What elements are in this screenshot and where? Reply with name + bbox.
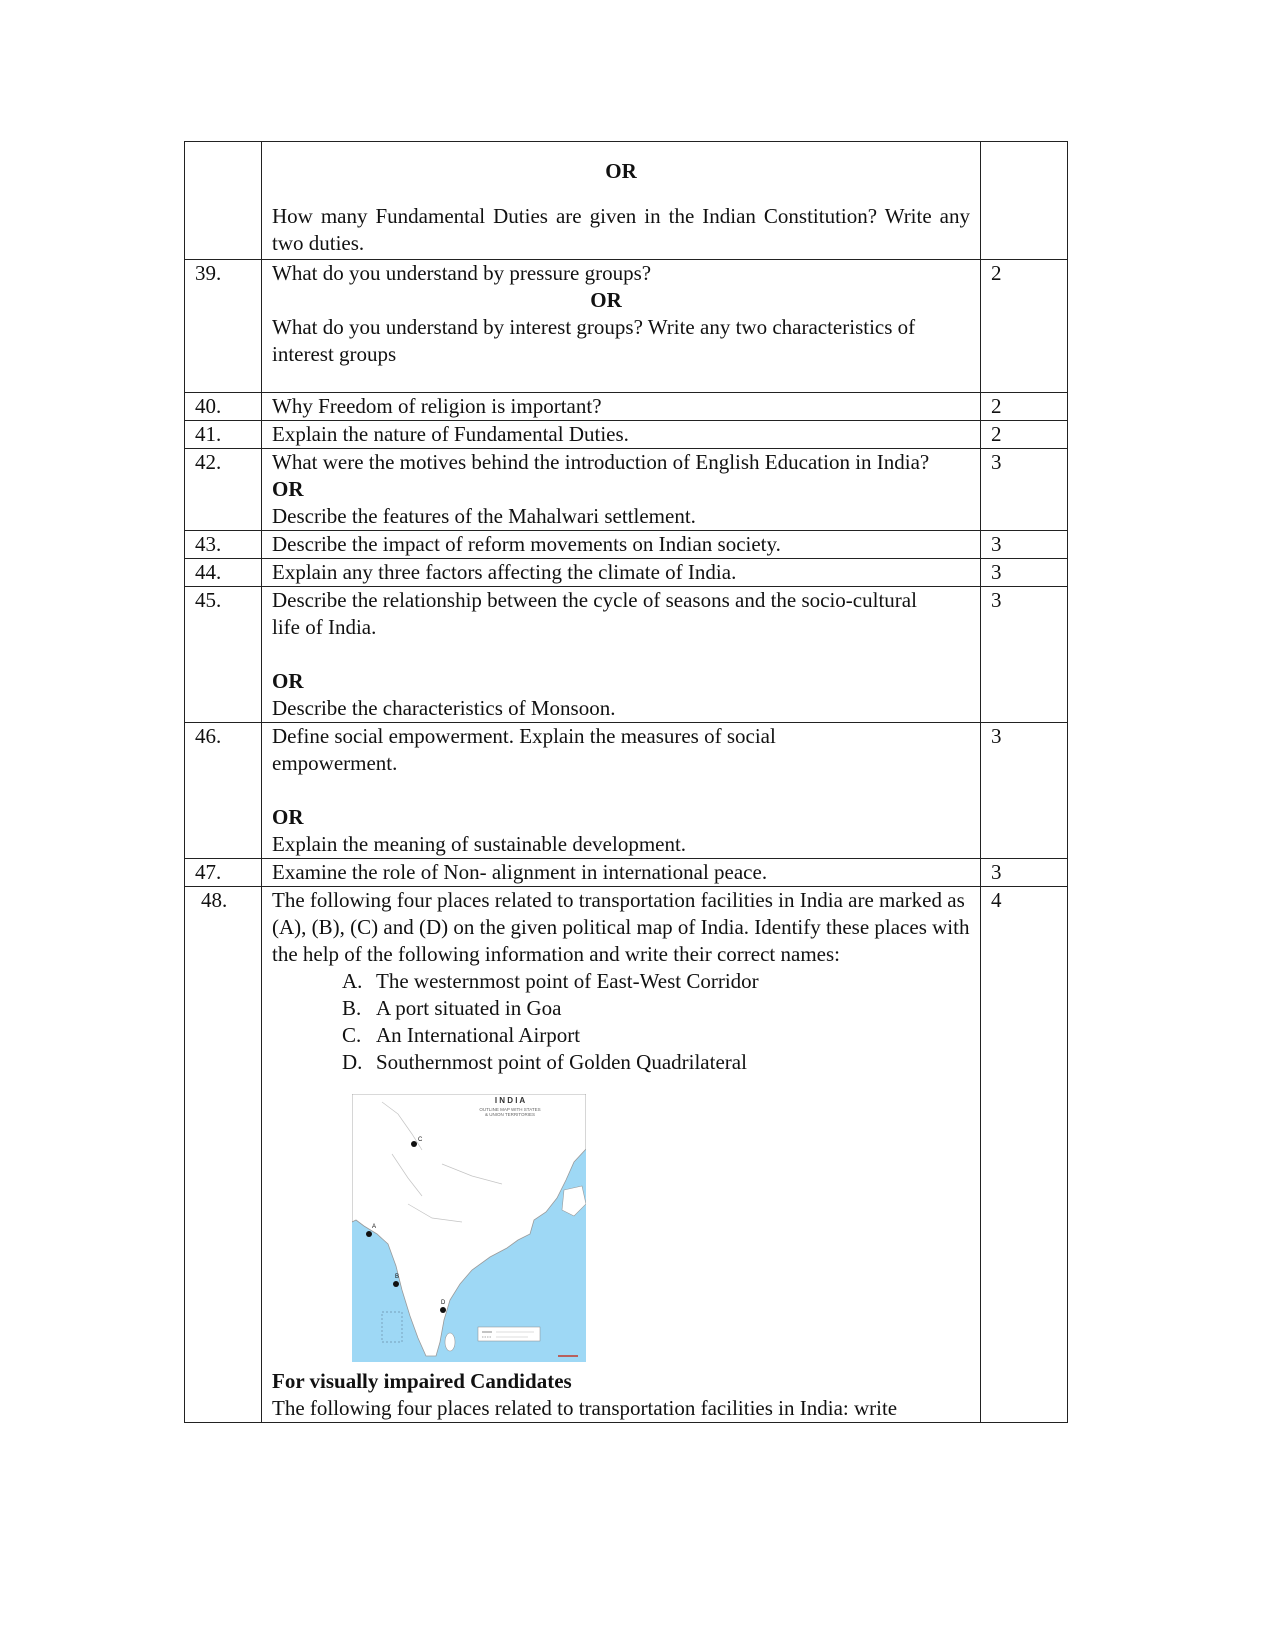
marks-cell: 3 bbox=[981, 559, 1068, 587]
marks-cell: 4 bbox=[981, 887, 1068, 1423]
marks-cell: 3 bbox=[981, 587, 1068, 723]
table-row bbox=[185, 723, 1068, 859]
question-text: Explain the nature of Fundamental Duties. bbox=[262, 421, 981, 449]
question-number: 47. bbox=[185, 859, 262, 887]
question-number: 46. bbox=[185, 723, 262, 859]
table-row bbox=[185, 421, 1068, 449]
question-text: How many Fundamental Duties are given in the Indian Constitution? Write any two duties. bbox=[272, 204, 970, 255]
question-number: 45. bbox=[185, 587, 262, 723]
or-label: OR bbox=[605, 159, 637, 183]
marks-cell: 3 bbox=[981, 859, 1068, 887]
india-map-image bbox=[352, 1094, 586, 1362]
alternative-question-text: Explain the meaning of sustainable development. bbox=[272, 832, 687, 856]
marks-cell: 3 bbox=[981, 723, 1068, 859]
alternative-question-text: Describe the features of the Mahalwari settlement. bbox=[272, 504, 696, 528]
option-text: A port situated in Goa bbox=[376, 996, 562, 1020]
table-row bbox=[185, 142, 1068, 260]
question-text: Examine the role of Non- alignment in international peace. bbox=[262, 859, 981, 887]
option-label: C. bbox=[342, 1023, 362, 1047]
question-number: 40. bbox=[185, 393, 262, 421]
or-label: OR bbox=[272, 805, 304, 829]
map-marker-b bbox=[393, 1281, 399, 1287]
map-marker-d bbox=[440, 1307, 446, 1313]
question-number: 48. bbox=[185, 887, 262, 1423]
marks-cell: 2 bbox=[981, 393, 1068, 421]
table-row bbox=[185, 260, 1068, 393]
visually-impaired-heading: For visually impaired Candidates bbox=[272, 1369, 572, 1393]
table-row bbox=[185, 531, 1068, 559]
list-item bbox=[342, 1049, 970, 1076]
question-text: The following four places related to transportation facilities in India are marked as (A), (B), (C) and (D) on the given political map of India. Identify these places with the help of the following information and write their correct names: bbox=[272, 888, 970, 966]
question-cell bbox=[262, 587, 981, 723]
marks-cell: 2 bbox=[981, 421, 1068, 449]
table-row bbox=[185, 587, 1068, 723]
table-row bbox=[185, 449, 1068, 531]
map-marker-b-label: B bbox=[395, 1274, 400, 1280]
question-cell bbox=[262, 887, 981, 1423]
question-text: Explain any three factors affecting the climate of India. bbox=[262, 559, 981, 587]
map-subtitle-1: OUTLINE MAP WITH STATES bbox=[479, 1107, 541, 1112]
map-subtitle-2: & UNION TERRITORIES bbox=[484, 1112, 536, 1117]
question-cell bbox=[262, 449, 981, 531]
marks-cell: 3 bbox=[981, 531, 1068, 559]
map-legend bbox=[478, 1327, 540, 1341]
marks-cell: 2 bbox=[981, 260, 1068, 393]
table-row bbox=[185, 859, 1068, 887]
marks-cell bbox=[981, 142, 1068, 260]
option-text: Southernmost point of Golden Quadrilateral bbox=[376, 1050, 747, 1074]
question-cell bbox=[262, 142, 981, 260]
india-map bbox=[352, 1094, 586, 1362]
table-row bbox=[185, 559, 1068, 587]
question-number: 42. bbox=[185, 449, 262, 531]
question-text: Why Freedom of religion is important? bbox=[262, 393, 981, 421]
map-marker-c bbox=[411, 1141, 417, 1147]
map-marker-d-label: D bbox=[441, 1300, 446, 1306]
table-row bbox=[185, 393, 1068, 421]
or-label: OR bbox=[590, 288, 622, 312]
question-text: Describe the impact of reform movements on Indian society. bbox=[262, 531, 981, 559]
visually-impaired-text: The following four places related to transportation facilities in India: write bbox=[272, 1396, 898, 1420]
option-label: D. bbox=[342, 1050, 363, 1074]
map-marker-a-label: A bbox=[372, 1224, 377, 1230]
option-label: A. bbox=[342, 969, 363, 993]
question-text: Define social empowerment. Explain the measures of social empowerment. bbox=[272, 724, 776, 775]
list-item bbox=[342, 1022, 970, 1049]
or-label: OR bbox=[272, 477, 304, 501]
question-text: Describe the relationship between the cycle of seasons and the socio-cultural life of India. bbox=[272, 588, 917, 639]
question-number bbox=[185, 142, 262, 260]
marks-cell: 3 bbox=[981, 449, 1068, 531]
map-title: I N D I A bbox=[494, 1096, 526, 1105]
question-number: 44. bbox=[185, 559, 262, 587]
question-cell bbox=[262, 723, 981, 859]
map-marker-a bbox=[366, 1231, 372, 1237]
map-marker-c-label: C bbox=[418, 1137, 423, 1143]
question-cell bbox=[262, 260, 981, 393]
question-number: 39. bbox=[185, 260, 262, 393]
alternative-question-text: Describe the characteristics of Monsoon. bbox=[272, 696, 616, 720]
or-label: OR bbox=[272, 669, 304, 693]
table-row bbox=[185, 887, 1068, 1423]
option-label: B. bbox=[342, 996, 362, 1020]
map-sri-lanka bbox=[445, 1333, 455, 1351]
list-item bbox=[342, 968, 970, 995]
question-text: What were the motives behind the introduction of English Education in India? bbox=[272, 450, 930, 474]
question-table bbox=[184, 141, 1068, 1423]
options-list bbox=[272, 968, 970, 1076]
question-number: 43. bbox=[185, 531, 262, 559]
option-text: An International Airport bbox=[376, 1023, 581, 1047]
option-text: The westernmost point of East-West Corridor bbox=[376, 969, 759, 993]
question-number: 41. bbox=[185, 421, 262, 449]
alternative-question-text: What do you understand by interest groups? Write any two characteristics of interest groups bbox=[272, 315, 916, 366]
question-text: What do you understand by pressure groups? bbox=[272, 261, 652, 285]
list-item bbox=[342, 995, 970, 1022]
